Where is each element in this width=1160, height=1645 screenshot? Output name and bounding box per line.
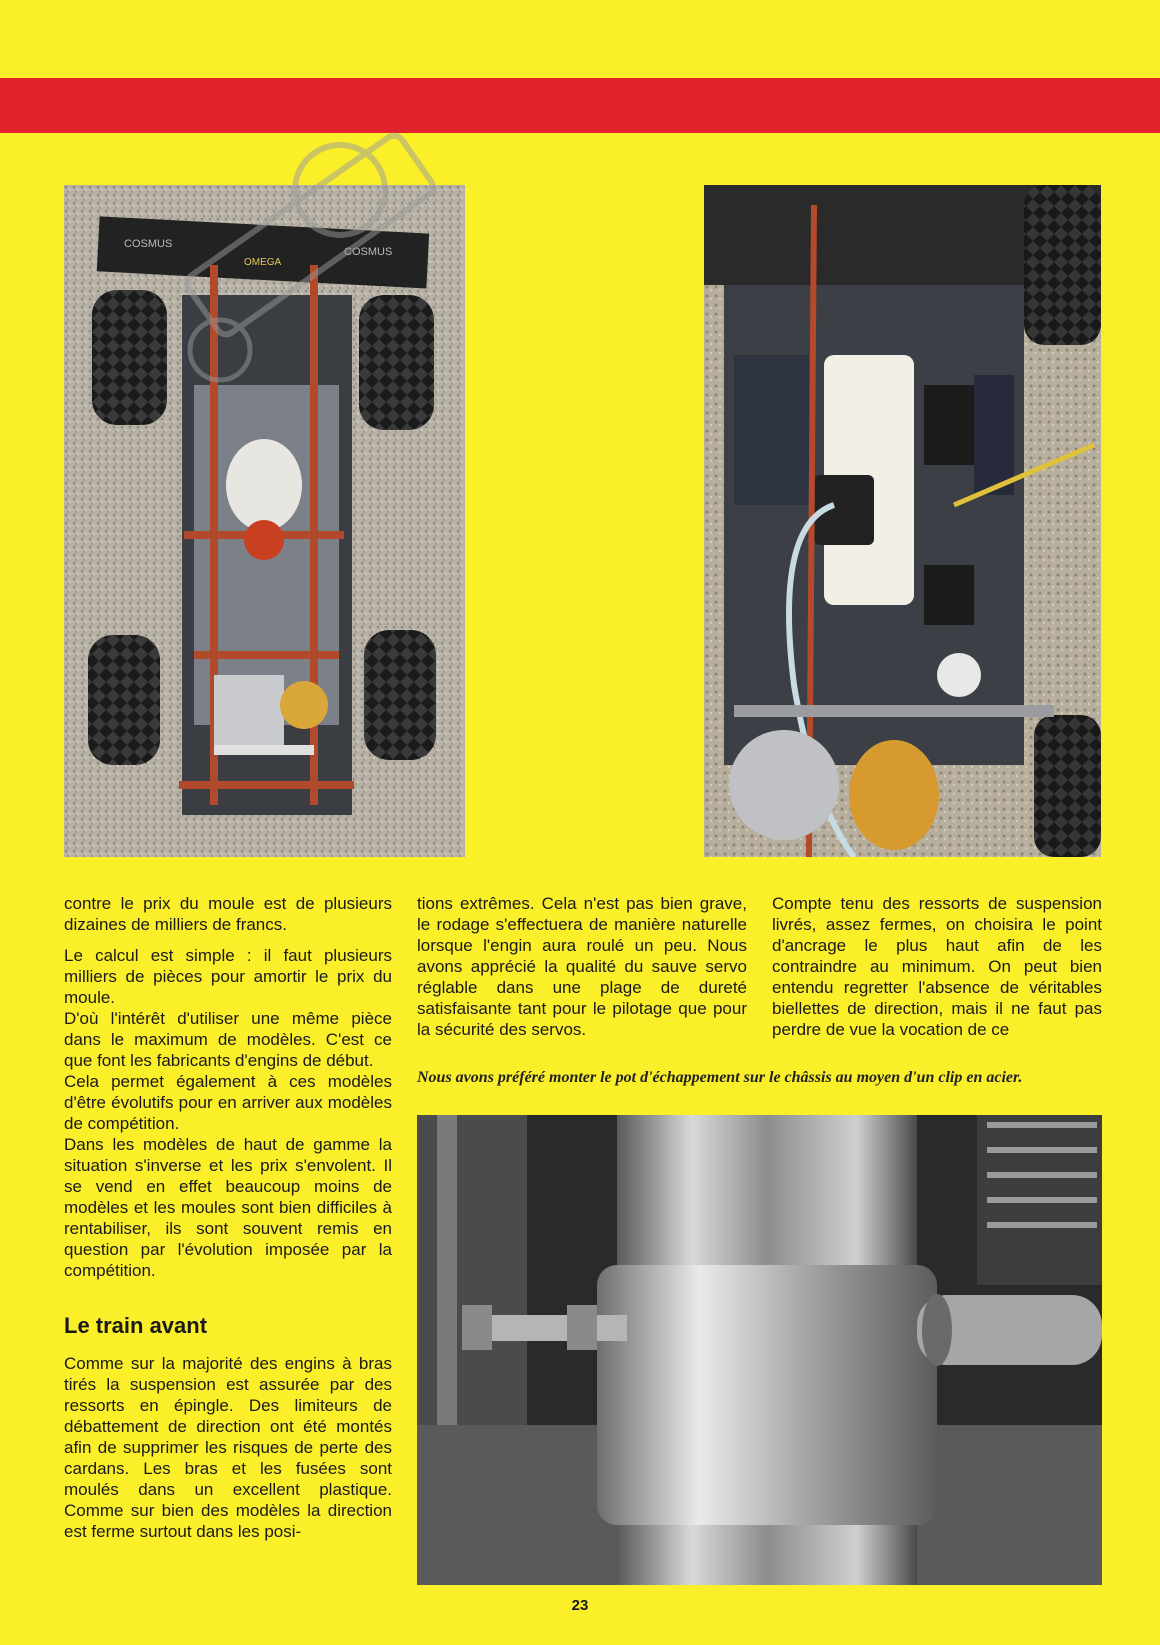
- text-column-1: [64, 893, 392, 1542]
- brand-label: OMEGA: [244, 257, 282, 268]
- photo-buggy-top-view: [64, 185, 465, 857]
- text-column-2: [417, 893, 747, 1040]
- col1-paragraph-2: Le calcul est simple : il faut plusieurs milliers de pièces pour amortir le prix du moule.: [64, 946, 392, 1007]
- section-heading: Le train avant: [64, 1313, 208, 1338]
- col1-paragraph-5: Dans les modèles de haut de gamme la situation s'inverse et les prix s'envolent. Il se vend en effet beaucoup moins de modèles et les moules sont bien difficiles à rentabiliser, ils sont souvent remis en question par l'évolution imposée par la compétition.: [64, 1135, 392, 1280]
- text-column-3: [772, 893, 1102, 1040]
- wing-label-left: COSMUS: [124, 238, 173, 250]
- wing-label-right: COSMUS: [344, 246, 393, 258]
- col1-paragraph-3: D'où l'intérêt d'utiliser une même pièce dans le maximum de modèles. C'est ce que font les fabricants d'engins de début.: [64, 1009, 392, 1070]
- photo-exhaust-clip: [417, 1115, 1102, 1585]
- col1-paragraph-6: Comme sur la majorité des engins à bras tirés la suspension est assurée par des ressorts en épingle. Des limiteurs de débattement de direction ont été montés afin de supprimer les risques de perte des cardans. Les bras et les fusées sont moulés dans un excellent plastique. Comme sur bien des modèles la direction est ferme surtout dans les posi-: [64, 1354, 392, 1541]
- col1-paragraph-4: Cela permet également à ces modèles d'être évolutifs pour en arriver aux modèles de compétition.: [64, 1072, 392, 1133]
- photo-chassis-detail: [704, 185, 1101, 857]
- top-red-band: [0, 78, 1160, 133]
- col3-paragraph-1: Compte tenu des ressorts de suspension livrés, assez fermes, on choisira le point d'ancrage le plus haut afin de les contraindre au minimum. On peut bien entendu regretter l'absence de véritables biellettes de direction, mais il ne faut pas perdre de vue la vocation de ce: [772, 894, 1102, 1039]
- photo-caption: Nous avons préféré monter le pot d'échappement sur le châssis au moyen d'un clip en acier.: [417, 1069, 1023, 1086]
- col2-paragraph-1: tions extrêmes. Cela n'est pas bien grave, le rodage s'effectuera de manière naturelle lorsque l'engin aura roulé un peu. Nous avons apprécié la qualité du sauve servo réglable dans une plage de dureté satisfaisante tant pour le pilotage que pour la sécurité des servos.: [417, 894, 747, 1039]
- col1-paragraph-1: contre le prix du moule est de plusieurs dizaines de milliers de francs.: [64, 894, 392, 934]
- page-number: 23: [571, 1597, 589, 1614]
